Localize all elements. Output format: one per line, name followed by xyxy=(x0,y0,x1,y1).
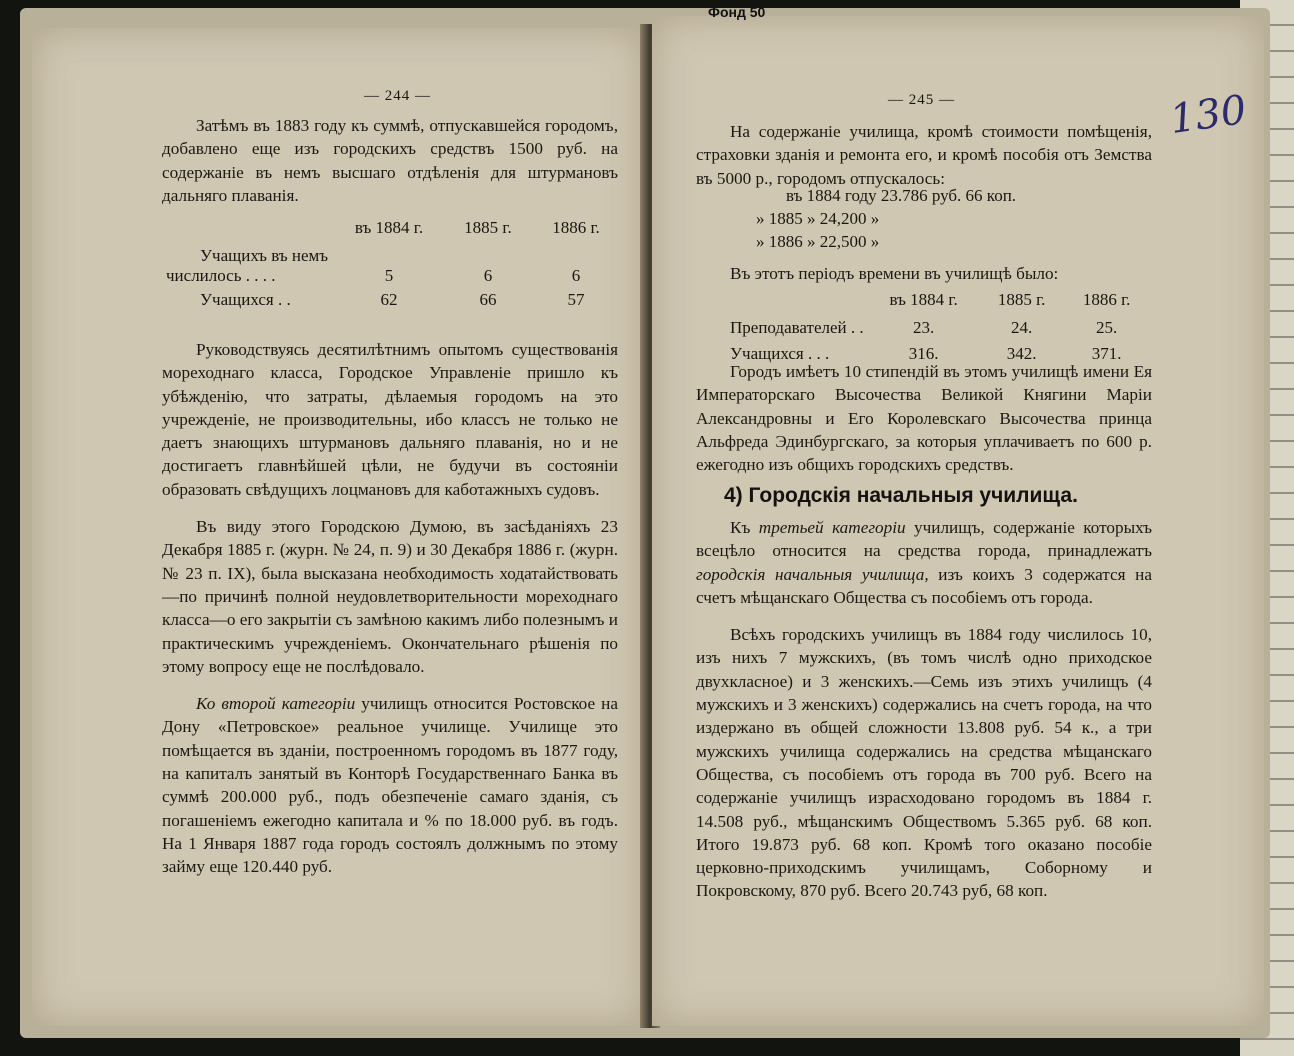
table-cell: 342. xyxy=(1006,344,1037,363)
table-cell: 6 xyxy=(571,266,581,285)
right-text-block xyxy=(696,516,1152,903)
table-header: 1886 г. xyxy=(552,218,600,237)
row-label: числилось . . . . xyxy=(166,266,276,285)
table xyxy=(160,218,620,310)
paragraph: На содержаніе училища, кромѣ стоимости помѣщенія, страховки зданія и ремонта его, и кромѣ пособія отъ Земства въ 5000 р., городомъ отпускалось: xyxy=(696,122,1152,188)
table-row xyxy=(724,310,1148,338)
table-cell: 57 xyxy=(567,290,585,309)
row-label: Преподавателей . . xyxy=(730,318,864,337)
funding-line: » 1886 » 22,500 » xyxy=(756,232,880,251)
paragraph: Всѣхъ городскихъ училищъ въ 1884 году числилось 10, изъ нихъ 7 мужскихъ, (въ томъ числѣ одно приходское двухкласное) и 3 женскихъ.—Семь изъ этихъ училищъ (4 мужскихъ и 3 женскихъ) содержались на счетъ города, на что издержано въ общей сложности 13.808 руб. 54 к., а три мужскихъ училища содержались на средства мѣщанскаго Общества, съ пособіемъ отъ города въ 700 руб. Всего на содержаніе училищъ израсходовано городомъ въ 1884 г. 14.508 руб., мѣщанскимъ Обществомъ 5.365 руб. 68 коп. Итого 19.873 руб. 68 коп. Кромѣ того оказано пособіе церковно-приходскимъ училищамъ, Соборному и Покровскому, 870 руб. Всего 20.743 руб, 68 коп. xyxy=(696,625,1152,901)
left-page-number: — 244 — xyxy=(364,88,431,104)
paragraph-part: изъ коихъ 3 содержатся на счетъ мѣщанскаго Общества съ пособіемъ отъ города. xyxy=(696,564,1152,607)
left-enrollment-table xyxy=(160,218,620,310)
right-staff-table xyxy=(724,290,1154,364)
paragraph: Затѣмъ въ 1883 году къ суммѣ, отпускавшейся городомъ, добавлено еще изъ городскихъ средствъ 1500 руб. на содержаніе въ немъ высшаго отдѣленія для штурмановъ дальняго плаванія. xyxy=(162,116,618,205)
row-label: Учащихъ въ немъ xyxy=(200,246,329,265)
table-cell: 371. xyxy=(1091,344,1122,363)
paragraph-part: Къ xyxy=(730,518,759,537)
right-para-1 xyxy=(696,120,1152,190)
paragraph: Городъ имѣетъ 10 стипендій въ этомъ училищѣ имени Ея Императорскаго Высочества Великой Княгини Маріи Александровны и Его Королевскаго Высочества принца Альфреда Эдинбургскаго, за которыя уплачиваетъ по 600 р. ежегодно изъ общихъ городскихъ средствъ. xyxy=(696,362,1152,475)
table-cell: 6 xyxy=(483,266,493,285)
table-cell: 66 xyxy=(479,290,497,309)
funding-line: въ 1884 году 23.786 руб. 66 коп. xyxy=(786,186,1017,205)
table-header: въ 1884 г. xyxy=(354,218,424,237)
italic-phrase: третьей категоріи xyxy=(758,518,906,537)
archive-sheet-number: 130 xyxy=(1167,86,1250,144)
paragraph xyxy=(162,692,618,878)
italic-phrase: городскія начальныя училища, xyxy=(696,564,929,584)
table-cell: 5 xyxy=(384,266,394,285)
paragraph: Руководствуясь десятилѣтнимъ опытомъ существованія мореходнаго класса, Городское Управленіе пришло къ убѣжденію, что затраты, дѣлаемыя городомъ на это учрежденіе, не производительны, ибо классъ не только не даетъ знающихъ штурмановъ дальняго плаванія, но и не достигаетъ главнѣйшей цѣли, не будучи въ состояніи образовать свѣдущихъ лоцмановъ для каботажныхъ судовъ. xyxy=(162,340,618,499)
table xyxy=(724,290,1148,364)
paragraph-rest: училищъ относится Ростовское на Дону «Петровское» реальное училище. Училище это помѣщается въ зданіи, построенномъ городомъ въ 1877 году, на капиталъ занятый въ Конторѣ Государственнаго Банка въ суммѣ 200.000 руб., подъ обезпеченіе самаго зданія, съ погашеніемъ ежегодно капитала и % по 18.000 руб. въ годъ. На 1 Января 1887 года городъ состоялъ должнымъ по этому займу еще 120.440 руб. xyxy=(162,694,618,877)
paragraph: Въ виду этого Городскою Думою, въ засѣданіяхъ 23 Декабря 1885 г. (журн. № 24, п. 9) и 30 Декабря 1886 г. (журн. № 23 п. IX), была высказана необходимость ходатайствовать—по причинѣ полной неудовлетворительности мореходнаго класса—о его закрытіи съ замѣною какимъ либо полезнымъ и практическимъ учрежденіемъ. Окончательнаго рѣшенія по этому вопросу еще не послѣдовало. xyxy=(162,517,618,676)
fond-stamp: Фонд 50 xyxy=(708,4,766,20)
row-label: Учащихся . . xyxy=(200,290,291,309)
table-cell: 24. xyxy=(1011,318,1033,337)
left-text-block xyxy=(162,338,618,879)
table-cell: 25. xyxy=(1096,318,1118,337)
table-row xyxy=(160,266,620,286)
section-heading: 4) Городскія начальныя училища. xyxy=(724,484,1078,507)
row-label: Учащихся . . . xyxy=(730,344,830,363)
paragraph: Въ этотъ періодъ времени въ училищѣ было: xyxy=(730,264,1059,283)
table-header: въ 1884 г. xyxy=(889,290,958,309)
right-para-2 xyxy=(696,360,1152,476)
table-row xyxy=(160,286,620,310)
right-table-intro xyxy=(696,262,1152,285)
funding-lines xyxy=(756,184,1016,253)
paragraph xyxy=(696,516,1152,609)
right-page-number: — 245 — xyxy=(888,92,955,108)
table-header: 1885 г. xyxy=(997,290,1046,309)
table-cell: 62 xyxy=(380,290,398,309)
table-cell: 23. xyxy=(913,318,935,337)
italic-phrase: Ко второй категоріи xyxy=(196,694,356,714)
table-header-row xyxy=(160,218,620,238)
funding-line: » 1885 » 24,200 » xyxy=(756,209,880,228)
table-header-row xyxy=(724,290,1148,310)
paragraph-part: училищъ, содержаніе которыхъ всецѣло относится на средства города, принадлежатъ xyxy=(696,518,1152,561)
left-para-1 xyxy=(162,114,618,207)
table-header: 1886 г. xyxy=(1082,290,1131,309)
table-header: 1885 г. xyxy=(464,218,512,237)
table-group-row xyxy=(160,238,620,266)
table-cell: 316. xyxy=(908,344,939,363)
